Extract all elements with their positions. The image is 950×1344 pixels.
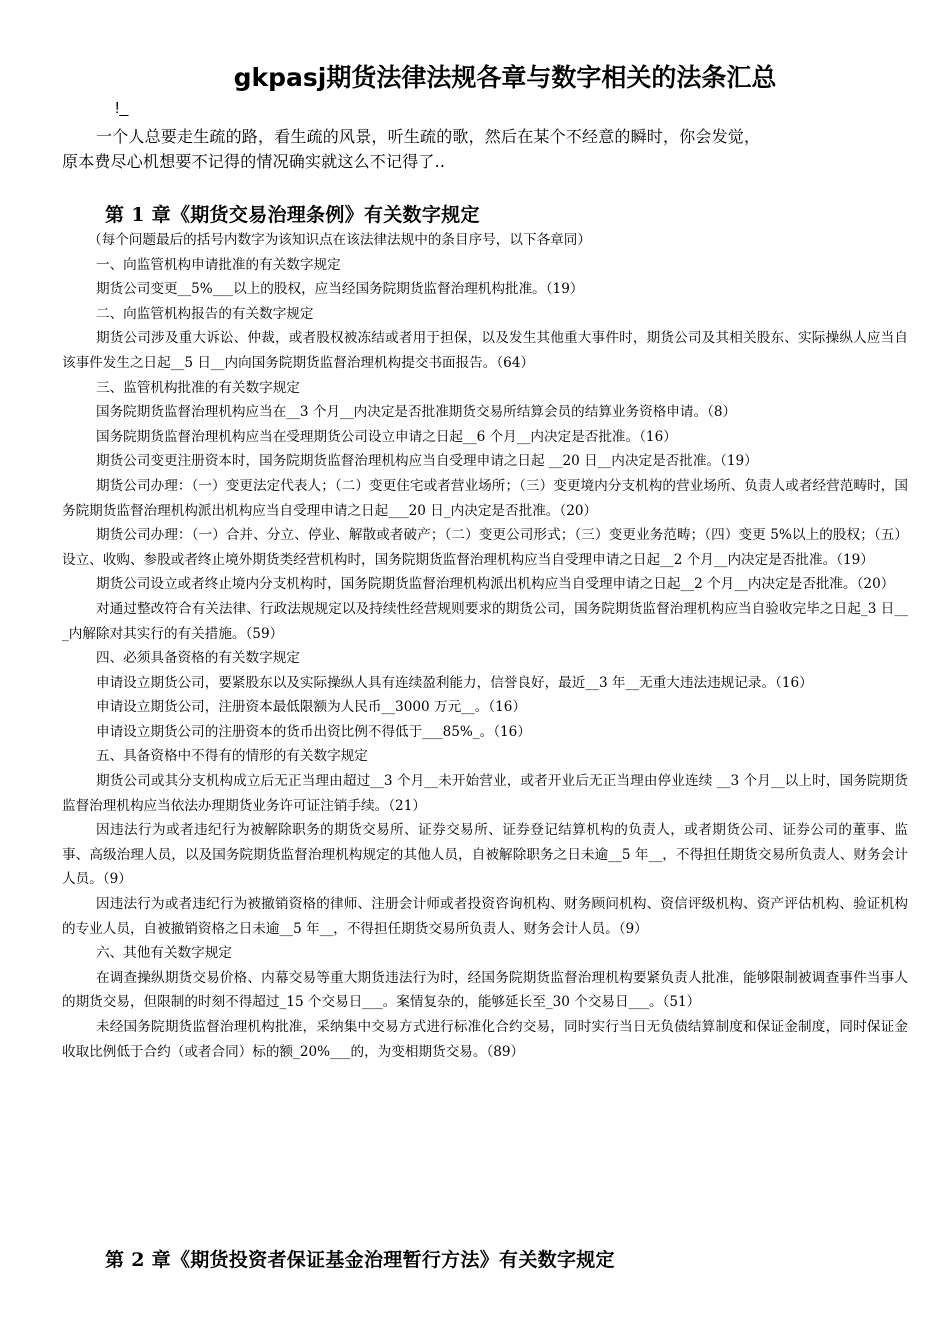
intro-line: 原本费尽心机想要不记得的情况确实就这么不记得了.. <box>62 152 446 171</box>
clause-paragraph: 期货公司变更__5%___以上的股权，应当经国务院期货监督治理机构批准。（19） <box>96 281 584 298</box>
clause-paragraph: 国务院期货监督治理机构应当在__3 个月__内决定是否批准期货交易所结算会员的结算业务资格申请。（8） <box>96 404 737 421</box>
clause-paragraph: 申请设立期货公司的注册资本的货币出资比例不得低于___85%_。（16） <box>96 723 531 740</box>
chapter-note: （每个问题最后的括号内数字为该知识点在该法律法规中的条目序号，以下各章同） <box>88 232 591 248</box>
clause-paragraph: 因违法行为或者违纪行为被撤销资格的律师、注册会计师或者投资咨询机构、财务顾问机构、资信评级机构、资产评估机构、验证机构的专业人员，自被撤销资格之日未逾__5 年__，不得担任期货交易所负责人、财务会计人员。（9） <box>62 896 908 937</box>
intro-paragraph <box>62 124 892 174</box>
intro-line: 一个人总要走生疏的路，看生疏的风景，听生疏的歌，然后在某个不经意的瞬时，你会发觉， <box>96 127 761 146</box>
section-heading: 六、其他有关数字规定 <box>96 945 232 962</box>
clause-paragraph: 在调查操纵期货交易价格、内幕交易等重大期货违法行为时，经国务院期货监督治理机构要紧负责人批准，能够限制被调查事件当事人的期货交易，但限制的时刻不得超过_15 个交易日___。案情复杂的，能够延长至_30 个交易日___。（51） <box>62 969 908 1011</box>
clause-paragraph: 期货公司办理：（一）变更法定代表人；（二）变更住宅或者营业场所；（三）变更境内分支机构的营业场所、负责人或者经营范畴时，国务院期货监督治理机构派出机构应当自受理申请之日起___20 日_内决定是否批准。（20） <box>62 477 908 519</box>
stray-mark: !_ <box>115 100 129 117</box>
clause-paragraph: 对通过整改符合有关法律、行政法规规定以及持续性经营规则要求的期货公司，国务院期货监督治理机构应当自验收完毕之日起_3 日___内解除对其实行的有关措施。（59） <box>62 600 908 642</box>
chapter-1-body <box>62 228 908 1064</box>
clause-paragraph: 未经国务院期货监督治理机构批准，采纳集中交易方式进行标准化合约交易，同时实行当日无负债结算制度和保证金制度，同时保证金收取比例低于合约（或者合同）标的额_20%___的，为变相期货交易。（89） <box>62 1019 908 1060</box>
chapter-2-heading: 第 2 章《期货投资者保证基金治理暂行方法》有关数字规定 <box>105 1249 615 1271</box>
document-title: gkpasj期货法律法规各章与数字相关的法条汇总 <box>233 63 777 92</box>
section-heading: 四、必须具备资格的有关数字规定 <box>96 650 300 667</box>
clause-paragraph: 期货公司办理：（一）合并、分立、停业、解散或者破产；（二）变更公司形式；（三）变更业务范畴；（四）变更 5%以上的股权；（五）设立、收购、参股或者终止境外期货类经营机构时，国务院期货监督治理机构应当自受理申请之日起__2 个月__内决定是否批准。（19） <box>62 527 908 568</box>
section-heading: 一、向监管机构申请批准的有关数字规定 <box>96 256 341 273</box>
section-heading: 二、向监管机构报告的有关数字规定 <box>96 305 314 322</box>
chapter-1-heading: 第 1 章《期货交易治理条例》有关数字规定 <box>105 204 480 226</box>
section-heading: 三、监管机构批准的有关数字规定 <box>96 379 300 396</box>
clause-paragraph: 国务院期货监督治理机构应当在受理期货公司设立申请之日起__6 个月__内决定是否批准。（16） <box>96 428 677 445</box>
section-heading: 五、具备资格中不得有的情形的有关数字规定 <box>96 748 368 765</box>
clause-paragraph: 期货公司设立或者终止境内分支机构时，国务院期货监督治理机构派出机构应当自受理申请之日起__2 个月__内决定是否批准。（20） <box>96 576 895 593</box>
clause-paragraph: 期货公司或其分支机构成立后无正当理由超过__3 个月__未开始营业，或者开业后无正当理由停业连续 __3 个月__以上时，国务院期货监督治理机构应当依法办理期货业务许可证注销手续。（21） <box>62 773 908 814</box>
clause-paragraph: 因违法行为或者违纪行为被解除职务的期货交易所、证券交易所、证券登记结算机构的负责人，或者期货公司、证券公司的董事、监事、高级治理人员，以及国务院期货监督治理机构规定的其他人员，自被解除职务之日未逾__5 年__，不得担任期货交易所负责人、财务会计人员。（9） <box>62 822 908 888</box>
clause-paragraph: 期货公司涉及重大诉讼、仲裁，或者股权被冻结或者用于担保，以及发生其他重大事件时，期货公司及其相关股东、实际操纵人应当自该事件发生之日起__5 日__内向国务院期货监督治理机构提交书面报告。（64） <box>62 330 908 371</box>
clause-paragraph: 期货公司变更注册资本时，国务院期货监督治理机构应当自受理申请之日起 __20 日__内决定是否批准。（19） <box>96 453 758 470</box>
clause-paragraph: 申请设立期货公司，注册资本最低限额为人民币__3000 万元__。（16） <box>96 699 527 716</box>
clause-paragraph: 申请设立期货公司，要紧股东以及实际操纵人具有连续盈利能力，信誉良好，最近__3 年__无重大违法违规记录。（16） <box>96 674 813 691</box>
